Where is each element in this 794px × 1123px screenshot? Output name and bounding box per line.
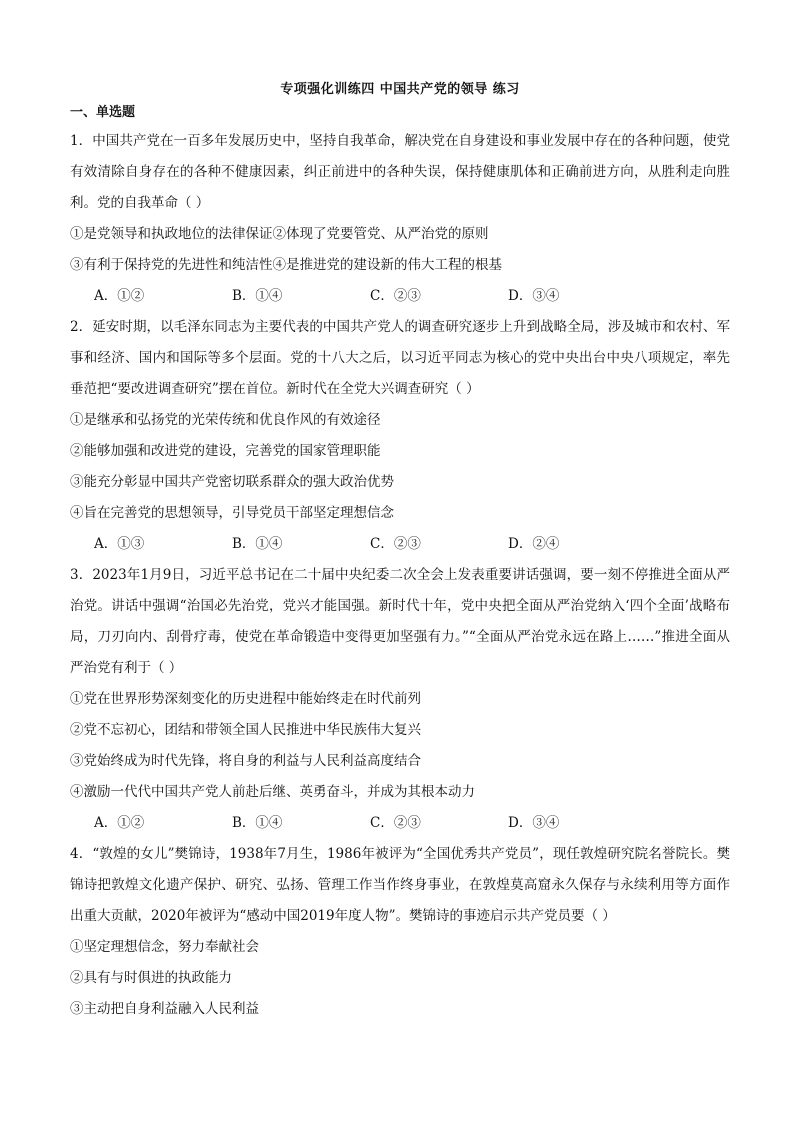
statement: ①坚定理想信念，努力奉献社会: [70, 939, 259, 955]
option-b: B．①④: [232, 815, 283, 831]
statement: ③党始终成为时代先锋，将自身的利益与人民利益高度结合: [70, 753, 421, 769]
question-stem: 2．延安时期，以毛泽东同志为主要代表的中国共产党人的调查研究逐步上升到战略全局，涉及城市和农村、军事和经济、国内和国际等多个层面。党的十八大之后，以习近平同志为核心的党中央出台中央八项规定，率先垂范把“要改进调查研究”摆在首位。新时代在全党大兴调查研究（ ）: [70, 319, 730, 397]
statement: ②党不忘初心，团结和带领全国人民推进中华民族伟大复兴: [70, 722, 421, 738]
option-c: C．②③: [370, 536, 421, 552]
option-a: A．①③: [94, 536, 145, 552]
statement: ①是继承和弘扬党的光荣传统和优良作风的有效途径: [70, 412, 381, 428]
statement: ③有利于保持党的先进性和纯洁性④是推进党的建设新的伟大工程的根基: [70, 257, 502, 273]
question-2: [70, 312, 730, 560]
option-a: A．①②: [94, 815, 145, 831]
option-c: C．②③: [370, 815, 421, 831]
option-d: D．②④: [508, 536, 560, 552]
question-stem: 3．2023年1月9日，习近平总书记在二十届中央纪委二次全会上发表重要讲话强调，要一刻不停推进全面从严治党。讲话中强调“治国必先治党，党兴才能国强。新时代十年，党中央把全面从严治党纳入‘四个全面’战略布局，刀刃向内、刮骨疗毒，使党在革命锻造中变得更加坚强有力。”“全面从严治党永远在路上……”推进全面从严治党有利于（ ）: [70, 567, 730, 676]
document-title: 专项强化训练四 中国共产党的领导 练习: [280, 82, 520, 97]
option-d: D．③④: [508, 288, 560, 304]
statement: ②能够加强和改进党的建设，完善党的国家管理职能: [70, 443, 381, 459]
option-b: B．①④: [232, 288, 283, 304]
statement: ①是党领导和执政地位的法律保证②体现了党要管党、从严治党的原则: [70, 226, 489, 242]
statement: ②具有与时俱进的执政能力: [70, 970, 232, 986]
question-stem: 1．中国共产党在一百多年发展历史中，坚持自我革命，解决党在自身建设和事业发展中存在的各种问题，使党有效清除自身存在的各种不健康因素，纠正前进中的各种失误，保持健康肌体和正确前进方向，从胜利走向胜利。党的自我革命（ ）: [70, 133, 730, 211]
answer-options: [70, 529, 730, 560]
statement: ③主动把自身利益融入人民利益: [70, 1001, 259, 1017]
option-c: C．②③: [370, 288, 421, 304]
statement: ④激励一代代中国共产党人前赴后继、英勇奋斗，并成为其根本动力: [70, 784, 475, 800]
question-3: [70, 560, 730, 839]
option-a: A．①②: [94, 288, 145, 304]
answer-options: [70, 281, 730, 312]
statement: ①党在世界形势深刻变化的历史进程中能始终走在时代前列: [70, 691, 421, 707]
option-b: B．①④: [232, 536, 283, 552]
answer-options: [70, 808, 730, 839]
question-4: [70, 839, 730, 1025]
question-1: [70, 126, 730, 312]
statement: ③能充分彰显中国共产党密切联系群众的强大政治优势: [70, 474, 394, 490]
question-stem: 4．“敦煌的女儿”樊锦诗，1938年7月生，1986年被评为“全国优秀共产党员”，现任敦煌研究院名誉院长。樊锦诗把敦煌文化遗产保护、研究、弘扬、管理工作当作终身事业，在敦煌莫高窟永久保存与永续利用等方面作出重大贡献，2020年被评为“感动中国2019年度人物”。樊锦诗的事迹启示共产党员要（ ）: [70, 846, 730, 924]
option-d: D．③④: [508, 815, 560, 831]
statement: ④旨在完善党的思想领导，引导党员干部坚定理想信念: [70, 505, 394, 521]
section-heading: 一、单选题: [70, 105, 136, 120]
